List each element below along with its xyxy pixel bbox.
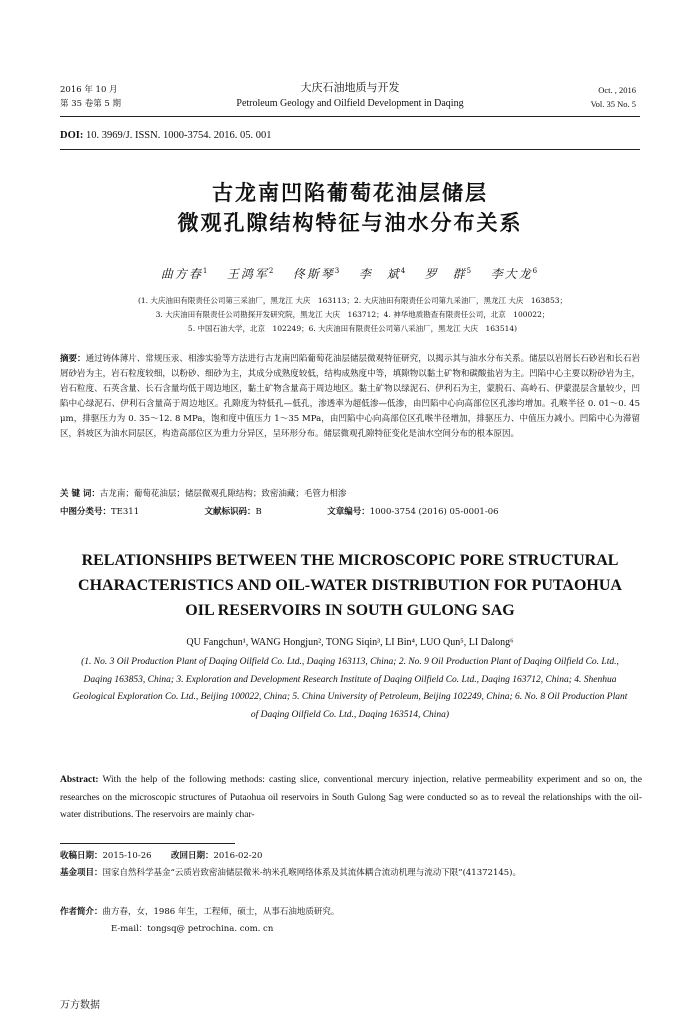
- title-cn-line2: 微观孔隙结构特征与油水分布关系: [177, 211, 523, 235]
- received-value: 2015-10-26: [102, 851, 152, 861]
- header-rule: [60, 116, 640, 117]
- header-volume-cn: 第 35 卷第 5 期: [60, 99, 122, 109]
- author-cn: 佟斯琴$^3$: [292, 267, 342, 281]
- title-en-line2: CHARACTERISTICS AND OIL-WATER DISTRIBUTION FOR PUTAOHUA: [78, 577, 622, 594]
- keywords-cn-text: 古龙南；葡萄花油层；储层微观孔隙结构；致密油藏；毛管力相渗: [99, 489, 347, 499]
- article-no-label: 文章编号：: [327, 507, 370, 517]
- doi-value[interactable]: 10. 3969/J. ISSN. 1000-3754. 2016. 05. 001: [85, 130, 272, 141]
- doi-label: DOI:: [60, 130, 84, 141]
- author-cn: 李大龙$^6$: [490, 267, 540, 281]
- footnote-dates: [60, 849, 640, 864]
- doc-code-label: 文献标识码：: [204, 507, 256, 517]
- journal-name-cn: 大庆石油地质与开发: [300, 81, 400, 94]
- keywords-cn: [60, 487, 640, 502]
- fund-value: 国家自然科学基金“云质岩致密油储层微米-纳米孔喉网络体系及其流体耦合流动机理与流动下限”(41372145)。: [102, 868, 521, 878]
- title-cn-line1: 古龙南凹陷葡萄花油层储层: [212, 181, 488, 205]
- author-cn: 王鸿军$^2$: [226, 267, 276, 281]
- doi-rule: [60, 149, 640, 150]
- author-email[interactable]: E-mail：tongsq@ petrochina. com. cn: [111, 924, 274, 934]
- wanfang-watermark: 万方数据: [60, 1000, 100, 1011]
- keywords-cn-label: 关 键 词：: [60, 489, 100, 499]
- abstract-en: [60, 772, 642, 825]
- clc-label: 中图分类号：: [60, 507, 112, 517]
- authors-en: QU Fangchun¹, WANG Hongjun², TONG Siqin³, LI Bin⁴, LUO Qun⁵, LI Dalong⁶: [186, 637, 514, 648]
- abstract-cn-label: 摘要：: [60, 354, 86, 364]
- author-bio-value: 曲方春，女，1986 年生，工程师，硕士，从事石油地质研究。: [102, 907, 340, 917]
- abstract-cn-text: 通过铸体薄片、常规压汞、相渗实验等方法进行古龙南凹陷葡萄花油层储层微观特征研究，以揭示其与油水分布关系。储层以岩屑长石砂岩和长石岩屑砂岩为主，岩石粒度较细，以粉砂、细砂为主，其成分成熟度较低，结构成熟度中等，填隙物以黏土矿物和碳酸盐岩为主。凹陷中心主要以粉砂岩为主，岩石粒度、石英含量、长石含量均低于周边地区，黏土矿物含量高于周边地区。黏土矿物以绿泥石、伊利石为主，蒙脱石、高岭石、伊蒙混层含量较少，凹陷中心绿泥石、伊利石含量高于周边地区。孔隙度为特低孔—低孔，渗透率为超低渗—低渗，由凹陷中心向高部位区孔渗均增加。孔喉半径 0. 01～0. 45 μm，排驱压力为 0. 35～12. 8 MPa，饱和度中值压力 1～35 MPa，由凹陷中心向高部位区孔喉半径增加，排驱压力、中值压力减小。凹陷中心为滞留区，斜坡区为油水同层区，构造高部位区为重力分异区，呈环形分布。储层微观孔隙特征变化是油水空间分布的根本原因。: [60, 354, 640, 439]
- author-cn: 李 斌$^4$: [358, 267, 408, 281]
- affiliation-cn-line: (1. 大庆油田有限责任公司第三采油厂，黑龙江 大庆 163113；2. 大庆油田有限责任公司第九采油厂，黑龙江 大庆 163853；: [137, 296, 568, 305]
- footnote-author: [60, 905, 640, 920]
- footnote-fund: [60, 866, 640, 881]
- fund-label: 基金项目：: [60, 868, 103, 878]
- abstract-en-label: Abstract:: [60, 775, 99, 785]
- affiliation-cn-line: 5. 中国石油大学，北京 102249；6. 大庆油田有限责任公司第八采油厂，黑龙江 大庆 163514): [187, 324, 518, 333]
- journal-name-en: Petroleum Geology and Oilfield Development in Daqing: [236, 98, 464, 109]
- title-en-line3: OIL RESERVOIRS IN SOUTH GULONG SAG: [185, 602, 515, 619]
- title-en-line1: RELATIONSHIPS BETWEEN THE MICROSCOPIC PORE STRUCTURAL: [81, 552, 619, 569]
- authors-cn: [0, 265, 700, 282]
- revised-label: 改回日期：: [170, 851, 214, 861]
- header-volume-en: Vol. 35 No. 5: [590, 99, 636, 109]
- doi-line: [60, 130, 271, 141]
- abstract-en-text: With the help of the following methods: casting slice, conventional mercury injection, relative permeability experiment and so on, the researches on the microscopic structures of Putaohua oil reservoirs in South Gulong Sag were conducted so as to reveal the relationships with the oil-water distributions. The reservoirs are mainly char-: [60, 775, 642, 820]
- clc-value: TE311: [111, 507, 140, 517]
- article-no-value: 1000-3754 (2016) 05-0001-06: [369, 507, 499, 517]
- affiliations-cn: [75, 294, 630, 336]
- affiliation-cn-line: 3. 大庆油田有限责任公司勘探开发研究院，黑龙江 大庆 163712；4. 神华地质勘查有限责任公司，北京 100022；: [155, 310, 550, 319]
- affiliations-en: (1. No. 3 Oil Production Plant of Daqing Oilfield Co. Ltd., Daqing 163113, China; 2. No. 9 Oil Production Plant of Daqing Oilfield Co. Ltd., Daqing 163853, China; 3. Exploration and Development Research Institute of Daqing Oilfield Co. Ltd., Daqing 163712, China; 4. Shenhua Geological Exploration Co. Ltd., Beijing 100022, China; 5. China University of Petroleum, Beijing 102249, China; 6. No. 8 Oil Production Plant of Daqing Oilfield Co. Ltd., Daqing 163514, China): [72, 657, 628, 720]
- header-right: [591, 83, 636, 111]
- header-date-cn: 2016 年 10 月: [60, 85, 118, 95]
- abstract-cn: [60, 352, 640, 442]
- footnote-rule: [60, 843, 235, 844]
- author-bio-label: 作者简介：: [60, 907, 103, 917]
- author-cn: 罗 群$^5$: [424, 267, 474, 281]
- revised-value: 2016-02-20: [213, 851, 263, 861]
- classification-line: [60, 505, 640, 517]
- title-en: [0, 548, 700, 623]
- header-date-en: Oct. , 2016: [598, 85, 636, 95]
- doc-code-value: B: [255, 507, 262, 517]
- received-label: 收稿日期：: [60, 851, 103, 861]
- author-cn: 曲方春$^1$: [160, 267, 210, 281]
